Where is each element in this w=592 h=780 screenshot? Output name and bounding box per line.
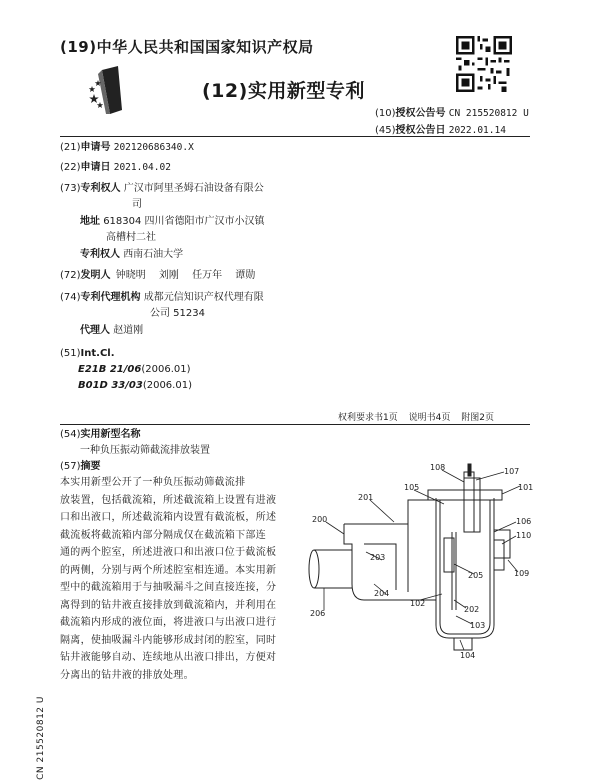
abstract-line: 通的两个腔室，所述进液口和出液口位于截流板 (60, 547, 277, 558)
top-pipe (464, 472, 474, 532)
app-date-value: 2021.04.02 (113, 162, 171, 173)
agency-code: (74) (60, 292, 81, 303)
inventor-label: 发明人 (80, 270, 111, 281)
application-number (60, 140, 194, 156)
cnipa-emblem-logo (88, 64, 128, 116)
agency-line1: 成都元信知识产权代理有限 (143, 292, 264, 303)
claims-pages: 权利要求书1页 (338, 413, 398, 423)
patentee-line1: 广汉市阿里圣姆石油设备有限公 (123, 183, 264, 194)
patentee-label: 专利权人 (80, 183, 121, 194)
ipc-date: (2006.01) (141, 364, 191, 375)
inventor-code: (72) (60, 270, 81, 281)
inventor-name: 任万年 (192, 270, 223, 281)
label-103: 103 (470, 621, 486, 630)
app-no-value: 202120686340.X (113, 142, 194, 153)
agency-line2: 公司 51234 (150, 308, 205, 319)
description-pages: 说明书4页 (408, 413, 451, 423)
label-101: 101 (518, 483, 534, 492)
abstract-line: 离得到的钻井液直接排放到截流箱内，并利用在 (60, 599, 277, 611)
abstract-line: 的两侧，分别与两个所述腔室相连通。本实用新 (60, 564, 277, 576)
inventor-name: 钟晓明 (115, 270, 146, 281)
label-109: 109 (514, 569, 530, 578)
ipc-code: E21B 21/06 (78, 364, 142, 375)
ipc-code: B01D 33/03 (78, 380, 143, 391)
abstract-line: 分离出的钻井液的排放处理。 (60, 669, 194, 681)
ipc-entry-1 (78, 362, 191, 378)
inlet-pipe (314, 550, 352, 588)
pub-no-value: CN 215520812 U (448, 108, 529, 119)
app-no-code: (21) (60, 142, 81, 153)
pub-number-row (375, 104, 529, 119)
agency (60, 290, 264, 306)
intcl-code: (51) (60, 348, 81, 359)
address-line2: 高槽村二社 (106, 232, 156, 243)
label-201: 201 (358, 493, 374, 502)
pub-no-label: 授权公告号 (395, 108, 446, 119)
pages-divider (60, 424, 530, 425)
label-200: 200 (312, 515, 328, 524)
device-drawing (304, 460, 536, 660)
pipe-cap (468, 464, 471, 476)
pipe-bracket (464, 478, 480, 532)
agency-label: 专利代理机构 (80, 292, 141, 303)
intcl-label: Int.Cl. (80, 348, 115, 359)
agent (80, 323, 143, 339)
abstract-line: 钻井液能够自动、连续地从出液口排出，方便对 (60, 652, 277, 663)
inlet-box-top (344, 500, 436, 524)
app-date-code: (22) (60, 162, 81, 173)
pub-date-code: (45) (375, 125, 396, 136)
patentee-code: (73) (60, 183, 81, 194)
app-date-label: 申请日 (80, 162, 111, 173)
inlet-box (344, 524, 436, 600)
abstract-line: 本实用新型公开了一种负压振动筛截流排 (60, 477, 246, 488)
tank-body (436, 498, 494, 638)
label-105: 105 (404, 483, 420, 492)
abstract-line: 口和出液口，所述截流箱内设置有截流板，所述 (60, 512, 277, 523)
utility-model-title: 一种负压振动筛截流排放装置 (80, 445, 210, 456)
ipc-date: (2006.01) (142, 380, 192, 391)
label-102: 102 (410, 599, 426, 608)
abstract-line: 型中的截流箱用于与抽吸漏斗之间直接连接，分 (60, 582, 277, 593)
patentee-line2: 司 (132, 199, 142, 210)
abstract-line: 截流箱内形成的液位面，将进液口与出液口进行 (60, 617, 277, 628)
title-label: 实用新型名称 (80, 429, 141, 440)
pub-date-value: 2022.01.14 (448, 125, 506, 136)
abstract-line: 隔离，使抽吸漏斗内能够形成封闭的腔室，同时 (60, 634, 277, 646)
patentee-2 (80, 247, 183, 263)
app-no-label: 申请号 (80, 142, 111, 153)
agent-value: 赵道刚 (113, 325, 144, 336)
patentee2-label: 专利权人 (80, 249, 120, 260)
inlet-pipe-end (309, 550, 319, 588)
label-203: 203 (370, 553, 386, 562)
label-106: 106 (516, 517, 532, 526)
page-counts (338, 410, 494, 423)
label-206: 206 (310, 609, 326, 618)
header-divider (60, 136, 530, 137)
abstract-label: 摘要 (80, 461, 101, 472)
ipc-entry-2 (78, 378, 192, 394)
pub-no-code: (10) (375, 108, 396, 119)
inventor-name: 刘刚 (158, 270, 179, 281)
office-name: 中华人民共和国国家知识产权局 (96, 38, 314, 56)
drawing-pages: 附图2页 (461, 413, 494, 423)
doc-type: 实用新型专利 (247, 80, 365, 102)
abstract-line: 放装置，包括截流箱，所述截流箱上设置有进液 (60, 494, 277, 506)
address-label: 地址 (80, 216, 100, 227)
inventor-name: 谭勋 (235, 270, 256, 281)
address (80, 214, 265, 230)
pub-date-label: 授权公告日 (395, 125, 446, 136)
int-cl (60, 346, 115, 362)
label-108: 108 (430, 463, 446, 472)
title-code: (54) (60, 429, 81, 440)
office-header (60, 36, 314, 57)
tank-lid (428, 490, 502, 500)
label-202: 202 (464, 605, 480, 614)
label-110: 110 (516, 531, 532, 540)
doc-type-title (202, 76, 365, 103)
address-line1: 618304 四川省德阳市广汉市小汉镇 (103, 216, 265, 227)
patentee (60, 181, 264, 197)
side-pub-number: CN 215520812 U (36, 696, 46, 780)
label-204: 204 (374, 589, 390, 598)
abstract-line: 截流板将截流箱内部分隔成仅在截流箱下部连 (60, 529, 266, 541)
pub-date-row (375, 121, 506, 136)
qr-code-icon (456, 36, 512, 92)
inventors (60, 268, 255, 284)
label-107: 107 (504, 467, 520, 476)
patentee2-value: 西南石油大学 (123, 249, 184, 260)
office-code: (19) (60, 38, 97, 56)
label-205: 205 (468, 571, 484, 580)
agent-label: 代理人 (80, 325, 110, 336)
label-104: 104 (460, 651, 476, 660)
inlet-partition (364, 544, 396, 590)
doc-code: (12) (202, 80, 248, 102)
utility-model-title-heading (60, 427, 141, 443)
abstract-code: (57) (60, 461, 81, 472)
application-date (60, 160, 171, 176)
abstract-heading (60, 459, 101, 475)
